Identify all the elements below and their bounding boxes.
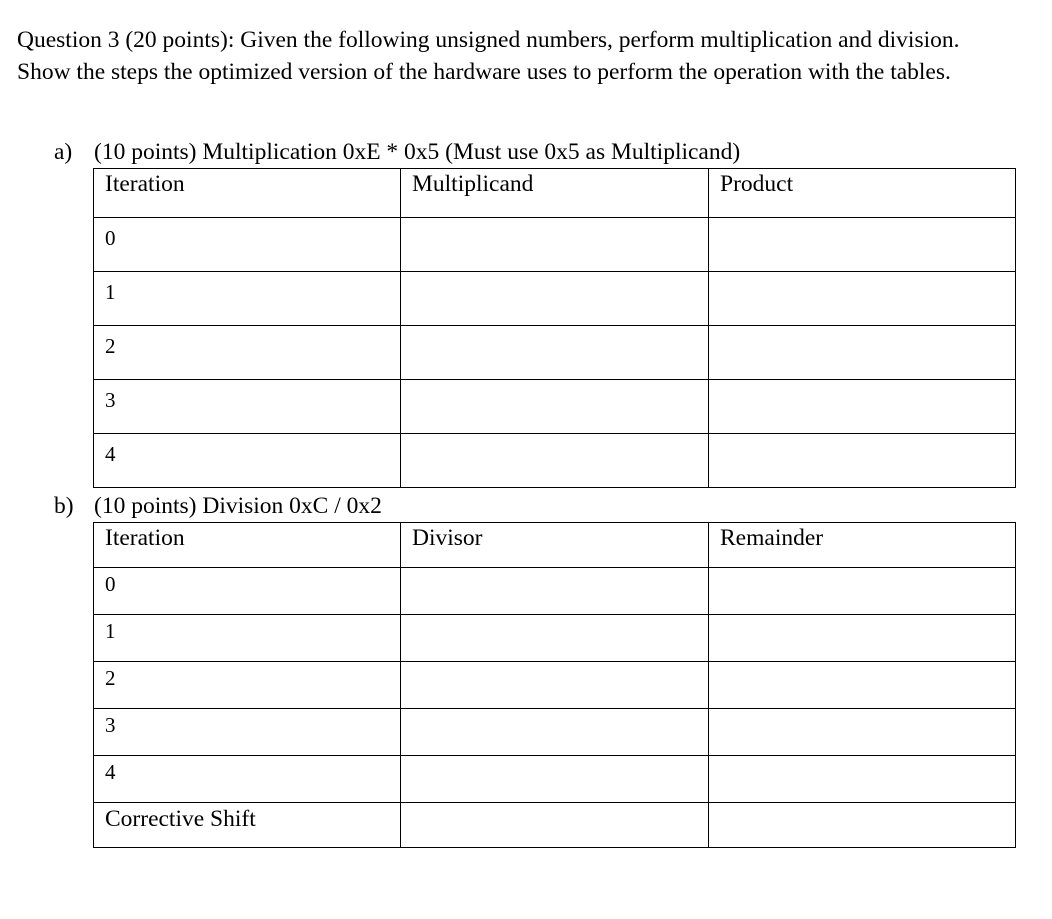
part-a-heading — [54, 137, 740, 167]
table-row — [94, 662, 1016, 709]
divisor-cell[interactable] — [401, 662, 709, 709]
part-a-letter: a) — [54, 139, 73, 165]
remainder-cell[interactable] — [709, 662, 1016, 709]
divisor-cell[interactable] — [401, 756, 709, 803]
divisor-cell[interactable] — [401, 615, 709, 662]
product-cell[interactable] — [709, 380, 1016, 434]
remainder-cell[interactable] — [709, 615, 1016, 662]
remainder-cell[interactable] — [709, 756, 1016, 803]
iteration-cell: 0 — [94, 218, 401, 272]
iteration-cell: 2 — [94, 662, 401, 709]
iteration-cell: 1 — [94, 615, 401, 662]
iteration-cell: 3 — [94, 709, 401, 756]
table-row — [94, 434, 1016, 488]
header-divisor: Divisor — [401, 523, 709, 568]
header-iteration: Iteration — [94, 169, 401, 218]
header-product: Product — [709, 169, 1016, 218]
multiplicand-cell[interactable] — [401, 272, 709, 326]
header-iteration: Iteration — [94, 523, 401, 568]
table-header-row — [94, 523, 1016, 568]
division-table — [93, 522, 1016, 848]
table-header-row — [94, 169, 1016, 218]
table-row — [94, 272, 1016, 326]
iteration-cell: 0 — [94, 568, 401, 615]
multiplication-table — [93, 168, 1016, 488]
part-b-heading — [54, 491, 382, 521]
table-row — [94, 803, 1016, 848]
iteration-cell: 2 — [94, 326, 401, 380]
iteration-cell: Corrective Shift — [94, 803, 401, 848]
multiplicand-cell[interactable] — [401, 326, 709, 380]
table-row — [94, 326, 1016, 380]
multiplicand-cell[interactable] — [401, 380, 709, 434]
iteration-cell: 1 — [94, 272, 401, 326]
remainder-cell[interactable] — [709, 709, 1016, 756]
iteration-cell: 4 — [94, 434, 401, 488]
product-cell[interactable] — [709, 218, 1016, 272]
table-row — [94, 380, 1016, 434]
table-row — [94, 615, 1016, 662]
part-b-title: (10 points) Division 0xC / 0x2 — [94, 493, 382, 519]
divisor-cell[interactable] — [401, 709, 709, 756]
divisor-cell[interactable] — [401, 568, 709, 615]
part-b-letter: b) — [54, 493, 74, 519]
multiplicand-cell[interactable] — [401, 218, 709, 272]
header-remainder: Remainder — [709, 523, 1016, 568]
divisor-cell[interactable] — [401, 803, 709, 848]
table-row — [94, 709, 1016, 756]
iteration-cell: 4 — [94, 756, 401, 803]
table-row — [94, 568, 1016, 615]
question-text: Question 3 (20 points): Given the following unsigned numbers, perform multiplication and division. Show the steps the optimized version of the hardware uses to perform the operation with the tables. — [17, 27, 960, 85]
product-cell[interactable] — [709, 272, 1016, 326]
header-multiplicand: Multiplicand — [401, 169, 709, 218]
table-row — [94, 218, 1016, 272]
iteration-cell: 3 — [94, 380, 401, 434]
part-a-title: (10 points) Multiplication 0xE * 0x5 (Must use 0x5 as Multiplicand) — [94, 139, 741, 165]
product-cell[interactable] — [709, 434, 1016, 488]
table-row — [94, 756, 1016, 803]
product-cell[interactable] — [709, 326, 1016, 380]
remainder-cell[interactable] — [709, 803, 1016, 848]
multiplicand-cell[interactable] — [401, 434, 709, 488]
remainder-cell[interactable] — [709, 568, 1016, 615]
